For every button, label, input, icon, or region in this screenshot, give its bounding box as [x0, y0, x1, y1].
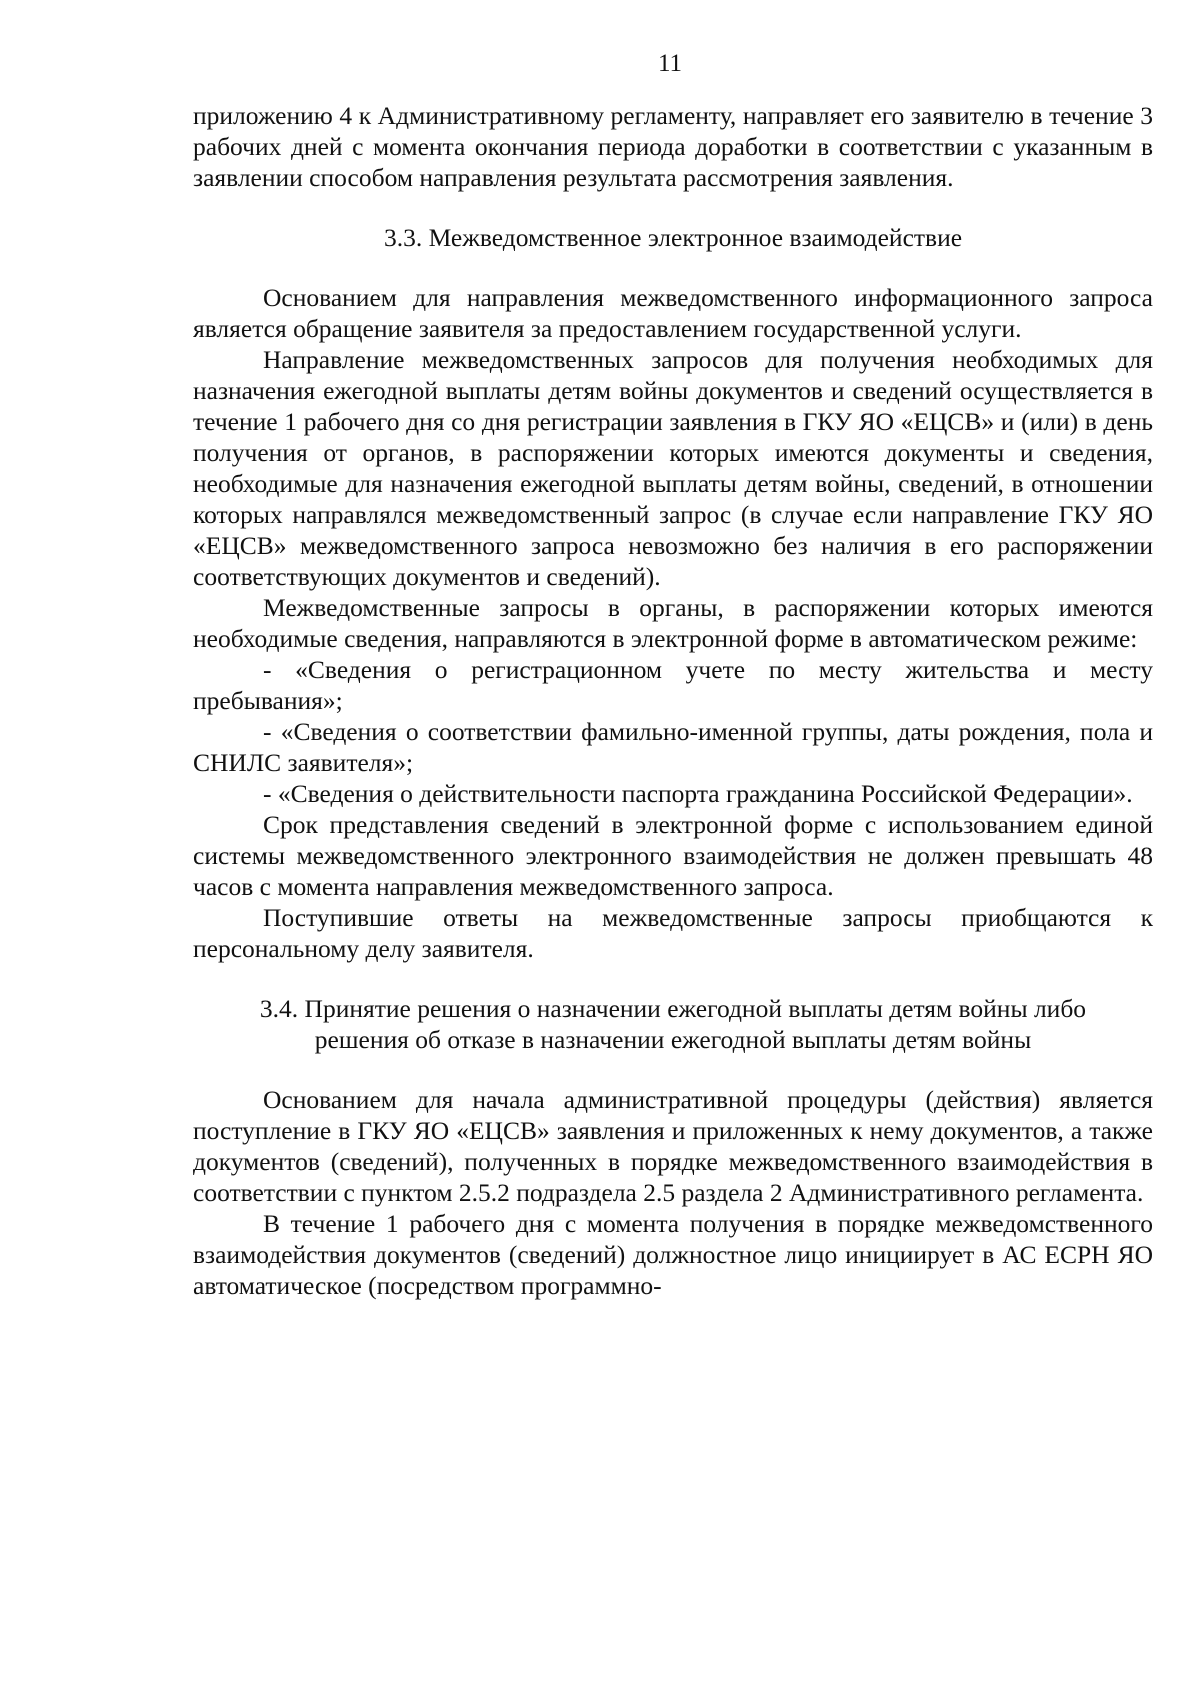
list-item-passport: - «Сведения о действительности паспорта гражданина Российской Федерации». — [263, 779, 1133, 808]
paragraph-request-timing: Направление межведомственных запросов для получения необходимых для назначения ежегодной выплаты детям войны документов и сведений осуществляется в течение 1 рабочего дня со дня регистрации заявления в ГКУ ЯО «ЕЦСВ» и (или) в день получения от органов, в распоряжении которых имеются документы и сведения, необходимые для назначения ежегодной выплаты детям войны, сведений, в отношении которых направлялся межведомственный запрос (в случае если направление ГКУ ЯО «ЕЦСВ» межведомственного запроса невозможно без наличия в его распоряжении соответствующих документов и сведений). — [193, 345, 1153, 591]
paragraph-electronic-requests: Межведомственные запросы в органы, в распоряжении которых имеются необходимые сведения, направляются в электронной форме в автоматическом режиме: — [193, 593, 1153, 653]
paragraph-procedure-basis: Основанием для начала административной процедуры (действия) является поступление в ГКУ ЯО «ЕЦСВ» заявления и приложенных к нему документов, а также документов (сведений), полученных в порядке межведомственного взаимодействия в соответствии с пунктом 2.5.2 подраздела 2.5 раздела 2 Административного регламента. — [193, 1085, 1153, 1207]
paragraph-response-deadline: Срок представления сведений в электронной форме с использованием единой системы межведомственного электронного взаимодействия не должен превышать 48 часов с момента направления межведомственного запроса. — [193, 810, 1153, 901]
section-heading-3-3: 3.3. Межведомственное электронное взаимодействие — [383, 223, 963, 252]
list-item-registration: - «Сведения о регистрационном учете по месту жительства и месту пребывания»; — [193, 655, 1153, 715]
section-heading-3-4-line1: 3.4. Принятие решения о назначении ежегодной выплаты детям войны либо — [259, 994, 1087, 1023]
paragraph-responses-attached: Поступившие ответы на межведомственные запросы приобщаются к персональному делу заявителя. — [193, 903, 1153, 963]
page-number: 11 — [657, 50, 683, 77]
document-body — [193, 100, 1153, 1301]
list-item-snils: - «Сведения о соответствии фамильно-именной группы, даты рождения, пола и СНИЛС заявителя»; — [193, 717, 1153, 777]
paragraph-procedure-initiation: В течение 1 рабочего дня с момента получения в порядке межведомственного взаимодействия документов (сведений) должностное лицо инициирует в АС ЕСРН ЯО автоматическое (посредством программно- — [193, 1209, 1153, 1300]
paragraph-continued: приложению 4 к Административному регламенту, направляет его заявителю в течение 3 рабочих дней с момента окончания периода доработки в соответствии с указанным в заявлении способом направления результата рассмотрения заявления. — [193, 101, 1153, 192]
paragraph-basis-request: Основанием для направления межведомственного информационного запроса является обращение заявителя за предоставлением государственной услуги. — [193, 283, 1153, 343]
section-heading-3-4-line2: решения об отказе в назначении ежегодной выплаты детям войны — [314, 1025, 1032, 1054]
